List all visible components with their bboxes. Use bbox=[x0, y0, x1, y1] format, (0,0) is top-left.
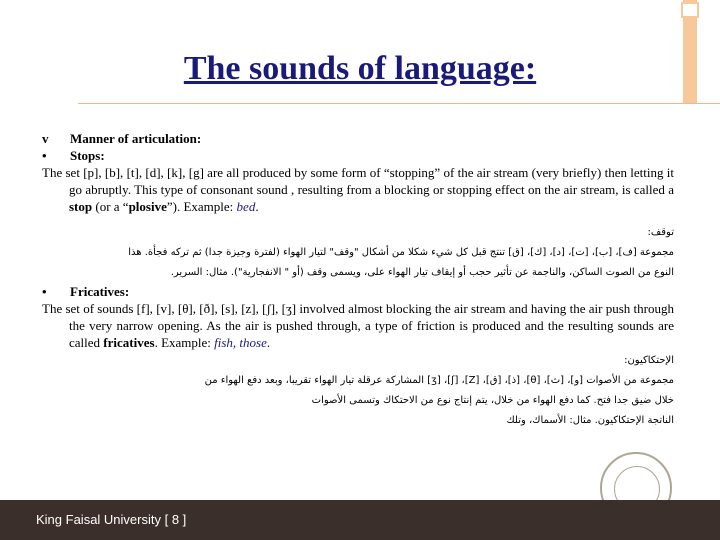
fricatives-term: fricatives bbox=[103, 335, 155, 350]
fricatives-arabic-line: مجموعة من الأصوات [و]، [ث]، [θ]، [ذ]، [ق]، [Z]، [ʃ]، [ʒ] المشاركة عرقلة تيار الهواء تقريبا، وبعد دفع الهواء من bbox=[204, 375, 674, 386]
stops-text: ”). Example: bbox=[166, 199, 237, 214]
stops-example: bed bbox=[236, 199, 256, 214]
stops-heading-line bbox=[42, 147, 674, 164]
stops-paragraph bbox=[42, 164, 674, 215]
fricatives-arabic-heading: الإحتكاكيون: bbox=[624, 355, 674, 366]
fricatives-text: The set of sounds [f], [v], [θ], [ð], [s], [z], [ʃ], [ʒ] involved almost blocking the air stream and having the air push through the very narrow opening. As the air is pushed through, a type of friction is produced and the resulting sounds are called bbox=[42, 301, 674, 350]
stops-arabic-line: مجموعة [ف]، [ب]، [ت]، [د]، [ك]، [ق] تنتج قبل كل شيء شكلا من أشكال "وقف" لتيار الهواء (لفترة وجيزة جدا) ثم تركه فجأة. هذا bbox=[128, 247, 674, 258]
fricatives-arabic-line: خلال ضيق جدا فتح. كما دفع الهواء من خلال، يتم إنتاج نوع من الاحتكاك وتسمى الأصوات bbox=[311, 395, 674, 406]
plosive-term: plosive bbox=[128, 199, 167, 214]
stop-term: stop bbox=[69, 199, 93, 214]
stops-heading: Stops: bbox=[70, 148, 105, 163]
slide-content bbox=[42, 130, 674, 431]
stops-text: (or a “ bbox=[92, 199, 129, 214]
manner-heading-line bbox=[42, 130, 674, 147]
stops-arabic-line: النوع من الصوت الساكن، والناجمة عن تأثير حجب أو إيقاف تيار الهواء على، ويسمى وقف (أو " الانفجارية"). مثال: السرير. bbox=[170, 267, 674, 278]
stops-text: The set [p], [b], [t], [d], [k], [g] are all produced by some form of “stopping” of the air stream (very briefly) then letting it go abruptly. This type of consonant sound , resulting from a blocking or stopping effect on the air stream, is called a bbox=[42, 165, 674, 197]
accent-box bbox=[681, 2, 699, 18]
fricatives-example: fish, those bbox=[214, 335, 267, 350]
fricatives-heading-line bbox=[42, 283, 674, 300]
stops-text: . bbox=[255, 199, 259, 214]
fricatives-text: . bbox=[266, 335, 271, 350]
footer-bar bbox=[0, 500, 720, 540]
manner-heading: Manner of articulation: bbox=[70, 131, 202, 146]
title-divider bbox=[78, 103, 720, 104]
stops-arabic-heading: توقف: bbox=[647, 227, 674, 238]
diamond-bullet-icon: v bbox=[42, 131, 49, 146]
bullet-icon: • bbox=[42, 284, 47, 299]
fricatives-paragraph bbox=[42, 300, 674, 351]
bullet-icon: • bbox=[42, 148, 47, 163]
fricatives-arabic-line: الناتجة الإحتكاكيون. مثال: الأسماك، وتلك bbox=[506, 415, 674, 426]
slide-title: The sounds of language: bbox=[183, 50, 537, 87]
fricatives-text: . Example: bbox=[154, 335, 215, 350]
fricatives-heading: Fricatives: bbox=[70, 284, 130, 299]
footer-text: King Faisal University [ 8 ] bbox=[36, 512, 187, 527]
